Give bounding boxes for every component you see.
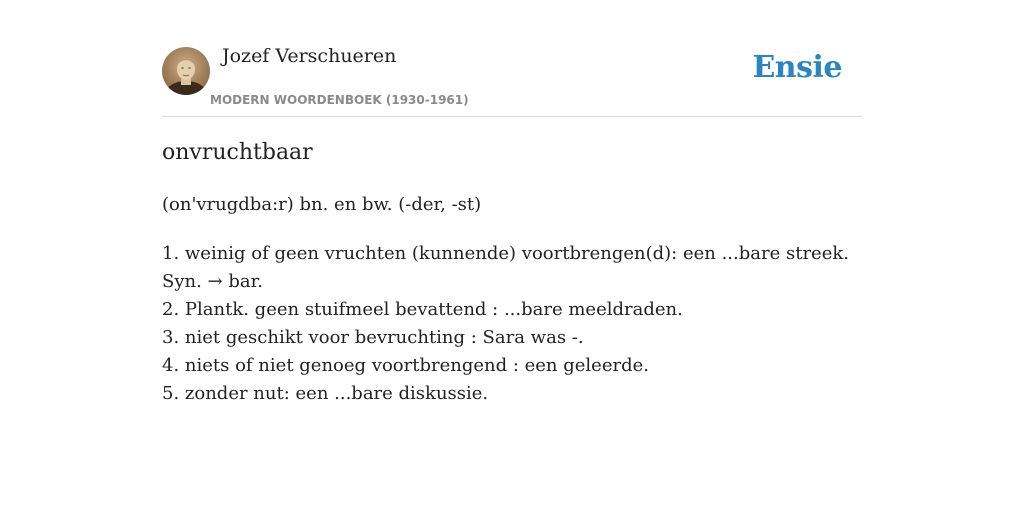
brand-logo[interactable]: Ensie [752, 50, 842, 85]
definition-item: 4. niets of niet genoeg voortbrengend : een geleerde. [162, 355, 649, 376]
definition-list [162, 240, 862, 408]
source-label[interactable]: MODERN WOORDENBOEK (1930-1961) [210, 93, 469, 107]
entry-headword: onvruchtbaar [162, 140, 313, 165]
definition-item: 5. zonder nut: een ...bare diskussie. [162, 383, 489, 404]
entry-pronunciation: (on'vrugdba:r) bn. en bw. (-der, -st) [162, 194, 482, 215]
author-name[interactable]: Jozef Verschueren [222, 45, 397, 67]
definition-item: 3. niet geschikt voor bevruchting : Sara was -. [162, 327, 584, 348]
author-avatar[interactable] [162, 47, 210, 95]
definition-item: 1. weinig of geen vruchten (kunnende) voortbrengen(d): een ...bare streek. Syn. → bar. [162, 243, 849, 292]
entry-card [162, 0, 862, 512]
portrait-icon [162, 47, 210, 95]
definition-item: 2. Plantk. geen stuifmeel bevattend : ...bare meeldraden. [162, 299, 683, 320]
entry-header [162, 0, 862, 117]
